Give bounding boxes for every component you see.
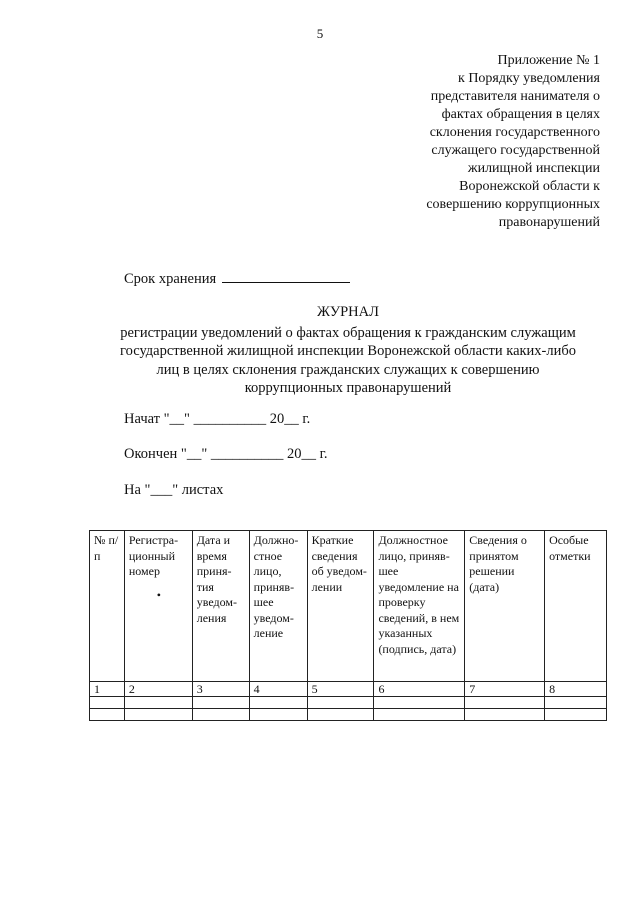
header-cell	[124, 531, 192, 682]
page-number: 5	[316, 26, 324, 41]
column-number: 4	[249, 682, 307, 697]
empty-cell	[545, 697, 607, 709]
storage-period	[124, 270, 350, 288]
empty-cell	[545, 709, 607, 721]
storage-blank-line	[222, 270, 350, 283]
appendix-block	[370, 52, 600, 232]
appendix-line: совершению коррупционных	[426, 197, 600, 212]
appendix-line: представителя нанимателя о	[430, 89, 600, 104]
column-number: 5	[307, 682, 374, 697]
appendix-line: служащего государственной	[431, 143, 600, 158]
empty-cell	[249, 709, 307, 721]
appendix-line: правонарушений	[498, 215, 600, 230]
sheets-line: На "___" листах	[124, 482, 224, 498]
empty-cell	[124, 697, 192, 709]
appendix-line: жилищной инспекции	[467, 161, 600, 176]
appendix-line: Приложение № 1	[497, 53, 600, 68]
empty-cell	[465, 697, 545, 709]
storage-label: Срок хранения	[124, 271, 217, 287]
empty-cell	[90, 709, 125, 721]
appendix-line: фактах обращения в целях	[441, 107, 600, 122]
empty-cell	[124, 709, 192, 721]
table-header-row	[90, 531, 607, 682]
journal-heading: ЖУРНАЛ	[317, 304, 379, 320]
table-row	[90, 709, 607, 721]
empty-cell	[307, 697, 374, 709]
column-number: 3	[192, 682, 249, 697]
header-cell-text: Регистра-ционный номер	[128, 533, 179, 578]
empty-cell	[192, 709, 249, 721]
started-line: Начат "__" __________ 20__ г.	[124, 411, 311, 427]
journal-title-block	[120, 303, 576, 398]
header-cell: Краткие сведения об уведом-лении	[307, 531, 374, 682]
finished-line: Окончен "__" __________ 20__ г.	[124, 446, 328, 462]
header-cell: № п/п	[90, 531, 125, 682]
empty-cell	[374, 697, 465, 709]
empty-cell	[374, 709, 465, 721]
appendix-line: склонения государственного	[429, 125, 600, 140]
header-cell: Особые отметки	[545, 531, 607, 682]
appendix-line: Воронежской области к	[459, 179, 600, 194]
empty-cell	[465, 709, 545, 721]
header-cell: Дата и время приня-тия уведом-ления	[192, 531, 249, 682]
column-number: 7	[465, 682, 545, 697]
column-number: 6	[374, 682, 465, 697]
column-number: 8	[545, 682, 607, 697]
column-number: 2	[124, 682, 192, 697]
journal-table	[89, 530, 607, 721]
header-cell: Должностное лицо, приняв-шее уведомление на проверку сведений, в нем указанных (подпись, дата)	[374, 531, 465, 682]
empty-cell	[249, 697, 307, 709]
column-number-row	[90, 682, 607, 697]
journal-subtitle: регистрации уведомлений о фактах обращения к гражданским служащим государственной жилищной инспекции Воронежской области каких-либо лиц в целях склонения гражданских служащих к совершению коррупционных правонарушений	[120, 324, 577, 396]
bullet-mark: •	[156, 587, 161, 602]
table-row	[90, 697, 607, 709]
empty-cell	[192, 697, 249, 709]
column-number: 1	[90, 682, 125, 697]
empty-cell	[307, 709, 374, 721]
header-cell: Сведения о принятом решении (дата)	[465, 531, 545, 682]
header-cell: Должно-стное лицо, приняв-шее уведом-ление	[249, 531, 307, 682]
empty-cell	[90, 697, 125, 709]
appendix-line: к Порядку уведомления	[458, 71, 600, 86]
